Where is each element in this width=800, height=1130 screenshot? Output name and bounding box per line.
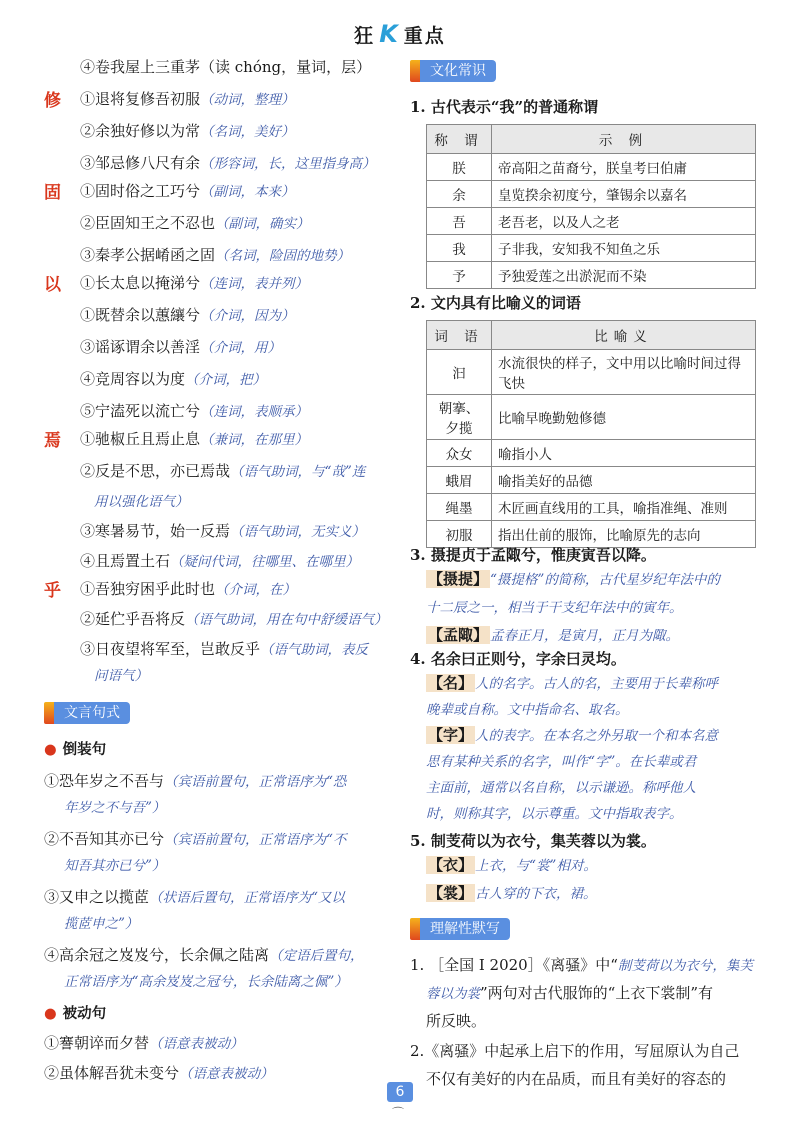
word-example: [80, 180, 295, 201]
question-4: 4. 名余曰正则兮，字余曰灵均。: [410, 650, 626, 668]
word-example: [80, 272, 308, 293]
recite-2-line: 2.《离骚》中起承上启下的作用，写屈原认为自己: [410, 1042, 740, 1060]
word-example-note: （兼词，在那里）: [200, 432, 309, 448]
inversion-line-note: 正常语序为“高余岌岌之冠兮，长余陆离之佩”）: [64, 974, 348, 990]
question-5: 5. 制芰荷以为衣兮，集芙蓉以为裳。: [410, 832, 656, 850]
word-example: [80, 120, 295, 141]
bird-icon: ⌒: [392, 1106, 405, 1120]
word-example-note: （连词，表顺承）: [200, 404, 309, 420]
word-example: [80, 212, 310, 233]
subhead-text: 被动句: [62, 1006, 107, 1022]
question-5-key: 【裳】: [428, 884, 474, 902]
question-3-note: 孟春正月，是寅月，正月为陬。: [490, 628, 680, 644]
table-term-cell: 余: [427, 181, 492, 208]
word-example-note: （连词，表并列）: [200, 276, 309, 292]
table-row: [427, 440, 756, 467]
word-example: [94, 664, 148, 684]
word-example: [94, 490, 189, 510]
question-4-note-line: [426, 672, 718, 693]
subhead-inversion: [44, 738, 106, 759]
section-stripe: [410, 918, 420, 940]
recite-text: 1. ［全国 Ⅰ 2020］《离骚》中“: [410, 956, 618, 974]
word-example: [80, 88, 295, 109]
table-term-cell: 汩: [427, 350, 492, 395]
word-example-text: ③邹忌修八尺有余: [80, 154, 201, 172]
word-example-text: ②余独好修以为常: [80, 122, 201, 140]
question-5-note-line: [426, 854, 597, 875]
page-number: 6: [387, 1082, 413, 1102]
recite-answer: 蓉以为裳: [426, 986, 480, 1002]
passive-line: [44, 1032, 244, 1053]
inversion-line: [64, 970, 348, 990]
inversion-line-note: 知吾其亦已兮”）: [64, 858, 166, 874]
intro-line: ④卷我屋上三重茅（读 chóng，量词，层）: [80, 58, 372, 76]
inversion-line-text: ②不吾知其亦已兮: [44, 830, 165, 848]
subhead-passive: [44, 1002, 106, 1023]
word-example: [80, 304, 295, 325]
table-term-cell: 众女: [427, 440, 492, 467]
table-desc-cell: 水流很快的样子，文中用以比喻时间过得飞快: [492, 350, 756, 395]
word-example: [80, 400, 308, 421]
table-term-cell: 我: [427, 235, 492, 262]
table-row: [427, 262, 756, 289]
table-desc-cell: 皇览揆余初度兮，肇锡余以嘉名: [492, 181, 756, 208]
header-post: 重点: [403, 25, 446, 47]
word-example: [80, 244, 350, 265]
word-example-note: （语气助词，用在句中舒缓语气）: [185, 612, 388, 628]
question-4-note-line: [426, 750, 696, 770]
inversion-line-note: 揽茝申之”）: [64, 916, 139, 932]
table-term-cell: 吾: [427, 208, 492, 235]
question-3-key: 【摄提】: [428, 570, 489, 588]
table-term-cell: 蛾眉: [427, 467, 492, 494]
word-example: [80, 578, 296, 599]
word-tag: 以: [44, 275, 61, 295]
question-3-note: “摄提格”的简称，古代星岁纪年法中的: [490, 572, 720, 588]
word-example-note: （疑问代词，往哪里、在哪里）: [170, 554, 360, 570]
question-5-note: 古人穿的下衣，裙。: [475, 886, 597, 902]
table-term-cell: 予: [427, 262, 492, 289]
passive-line-text: ①謇朝谇而夕替: [44, 1034, 150, 1052]
passive-line: [44, 1062, 274, 1083]
question-3: 3. 摄提贞于孟陬兮，惟庚寅吾以降。: [410, 546, 656, 564]
table-term-cell: 朝搴、夕揽: [427, 395, 492, 440]
word-example: [80, 368, 266, 389]
word-example-note: （介词，用）: [200, 340, 282, 356]
subhead-text: 倒装句: [62, 742, 107, 758]
table-desc-cell: 喻指小人: [492, 440, 756, 467]
word-example: [80, 550, 359, 571]
inversion-line-note: （定语后置句，: [269, 948, 364, 964]
table-term-cell: 朕: [427, 154, 492, 181]
question-2: 2. 文内具有比喻义的词语: [410, 294, 581, 312]
question-3-note-line: [426, 624, 679, 645]
inversion-line-text: ③又申之以揽茝: [44, 888, 150, 906]
passive-line-note: （语意表被动）: [179, 1066, 274, 1082]
table-row: [427, 154, 756, 181]
page-header: [0, 20, 800, 48]
bullet-dot: ●: [44, 742, 57, 758]
question-5-note-line: [426, 882, 597, 903]
question-3-note-line: [426, 596, 683, 616]
word-example-note: （副词，确实）: [215, 216, 310, 232]
question-4-note-line: [426, 698, 629, 718]
inversion-line-text: ①恐年岁之不吾与: [44, 772, 165, 790]
word-example-note: （介词，在）: [215, 582, 297, 598]
word-example-text: ③寒暑易节，始一反焉: [80, 522, 231, 540]
word-example-text: ①驰椒丘且焉止息: [80, 430, 201, 448]
question-4-note: 人的表字。在本名之外另取一个和本名意: [475, 728, 719, 744]
table-pronouns: [426, 124, 756, 289]
word-example-text: ④且焉置土石: [80, 552, 171, 570]
word-example-text: ④竞周容以为度: [80, 370, 186, 388]
question-4-note-line: [426, 776, 696, 796]
word-example: [80, 428, 308, 449]
inversion-line: [64, 912, 138, 932]
word-example-note: （语气助词，无实义）: [230, 524, 366, 540]
table-desc-cell: 帝高阳之苗裔兮，朕皇考曰伯庸: [492, 154, 756, 181]
inversion-line: [44, 886, 345, 907]
word-example-note: （语气助词，表反: [260, 642, 369, 658]
word-example-text: ③谣诼谓余以善淫: [80, 338, 201, 356]
word-example-text: ⑤宁溘死以流亡兮: [80, 402, 201, 420]
word-tag: 乎: [44, 581, 61, 601]
table-desc-cell: 子非我，安知我不知鱼之乐: [492, 235, 756, 262]
word-example-note: （介词，把）: [185, 372, 267, 388]
word-example-text: ①固时俗之工巧兮: [80, 182, 201, 200]
table-desc-cell: 老吾老，以及人之老: [492, 208, 756, 235]
table-row: [427, 208, 756, 235]
word-example: [80, 608, 388, 629]
word-example: [80, 460, 365, 481]
recite-1-line: [410, 954, 753, 975]
table-row: [427, 181, 756, 208]
question-5-key: 【衣】: [428, 856, 474, 874]
word-example-text: ①吾独穷困乎此时也: [80, 580, 216, 598]
section-stripe: [410, 60, 420, 82]
section-understanding: [410, 918, 510, 940]
passive-line-text: ②虽体解吾犹未变兮: [44, 1064, 180, 1082]
inversion-line-note: 年岁之不与吾”）: [64, 800, 166, 816]
inversion-line: [64, 854, 165, 874]
word-example: [80, 520, 365, 541]
table-row: [427, 467, 756, 494]
word-example-note: （语气助词，与“哉”连: [230, 464, 366, 480]
question-4-note: 思有某种关系的名字，叫作“字”。在长辈或君: [426, 754, 697, 770]
question-4-key: 【名】: [428, 674, 474, 692]
word-example: [80, 638, 368, 659]
question-4-note: 人的名字。古人的名，主要用于长辈称呼: [475, 676, 719, 692]
recite-2-line: 不仅有美好的内在品质，而且有美好的容态的: [426, 1070, 727, 1088]
table-row: [427, 350, 756, 395]
word-example-text: ①长太息以掩涕兮: [80, 274, 201, 292]
recite-text: ”两句对古代服饰的“上衣下裳制”有: [480, 984, 714, 1002]
table-desc-cell: 喻指美好的品德: [492, 467, 756, 494]
word-example: [80, 336, 281, 357]
header-pre: 狂: [354, 25, 376, 47]
section-culture: [410, 60, 496, 82]
question-4-note-line: [426, 724, 718, 745]
passive-line-note: （语意表被动）: [149, 1036, 244, 1052]
table-row: [427, 395, 756, 440]
section-label: 文言句式: [54, 702, 130, 724]
inversion-line: [64, 796, 165, 816]
section-label: 理解性默写: [420, 918, 510, 940]
table-desc-cell: 木匠画直线用的工具，喻指准绳、准则: [492, 494, 756, 521]
word-tag: 固: [44, 183, 61, 203]
question-5-note: 上衣，与“裳”相对。: [475, 858, 597, 874]
section-label: 文化常识: [420, 60, 496, 82]
word-example-note: （名词，美好）: [200, 124, 295, 140]
table-header-cell: 示 例: [492, 125, 756, 154]
word-example-note: （形容词，长，这里指身高）: [200, 156, 376, 172]
recite-answer: 制芰荷以为衣兮，集芙: [617, 958, 753, 974]
question-4-note: 晚辈或自称。文中指命名、取名。: [426, 702, 629, 718]
word-example-text: ③日夜望将军至，岂敢反乎: [80, 640, 261, 658]
word-example: [80, 152, 376, 173]
inversion-line: [44, 828, 346, 849]
word-example-text: ①既替余以蕙纕兮: [80, 306, 201, 324]
word-tag: 焉: [44, 431, 61, 451]
word-example-text: ③秦孝公据崤函之固: [80, 246, 216, 264]
table-header-cell: 词 语: [427, 321, 492, 350]
inversion-line-text: ④高余冠之岌岌兮，长余佩之陆离: [44, 946, 270, 964]
table-term-cell: 初服: [427, 521, 492, 548]
word-example-text: ②臣固知王之不忍也: [80, 214, 216, 232]
word-example-note: 用以强化语气）: [94, 494, 189, 510]
word-example-note: 问语气）: [94, 668, 148, 684]
inversion-line-note: （宾语前置句，正常语序为“恐: [164, 774, 347, 790]
bullet-dot: ●: [44, 1006, 57, 1022]
question-4-note: 主面前，通常以名自称，以示谦逊。称呼他人: [426, 780, 696, 796]
inversion-line-note: （状语后置句，正常语序为“又以: [149, 890, 345, 906]
table-row: [427, 235, 756, 262]
word-example-note: （副词，本来）: [200, 184, 295, 200]
question-4-key: 【字】: [428, 726, 474, 744]
table-header-row: [427, 321, 756, 350]
section-wenyan-jushi: [44, 702, 130, 724]
header-k-logo: K: [379, 20, 400, 48]
inversion-line: [44, 770, 346, 791]
table-term-cell: 绳墨: [427, 494, 492, 521]
word-example-note: （介词，因为）: [200, 308, 295, 324]
question-3-note: 十二辰之一，相当于干支纪年法中的寅年。: [426, 600, 683, 616]
table-header-row: [427, 125, 756, 154]
table-header-cell: 比喻义: [492, 321, 756, 350]
table-metaphors: [426, 320, 756, 548]
table-desc-cell: 比喻早晚勤勉修德: [492, 395, 756, 440]
recite-1-line: [426, 1010, 486, 1031]
table-desc-cell: 予独爱莲之出淤泥而不染: [492, 262, 756, 289]
section-stripe: [44, 702, 54, 724]
word-example-note: （名词，险固的地势）: [215, 248, 351, 264]
word-tag: 修: [44, 91, 61, 111]
question-1: 1. 古代表示“我”的普通称谓: [410, 98, 599, 116]
word-example-text: ②延伫乎吾将反: [80, 610, 186, 628]
recite-text: 所反映。: [426, 1012, 487, 1030]
word-example-text: ②反是不思，亦已焉哉: [80, 462, 231, 480]
word-example-note: （动词，整理）: [200, 92, 295, 108]
inversion-line: [44, 944, 364, 965]
word-example-text: ①退将复修吾初服: [80, 90, 201, 108]
question-3-note-line: [426, 568, 720, 589]
recite-1-line: [426, 982, 713, 1003]
inversion-line-note: （宾语前置句，正常语序为“不: [164, 832, 347, 848]
question-4-note-line: [426, 802, 683, 822]
table-row: [427, 494, 756, 521]
table-header-cell: 称 谓: [427, 125, 492, 154]
table-desc-cell: 指出仕前的服饰，比喻原先的志向: [492, 521, 756, 548]
question-3-key: 【孟陬】: [428, 626, 489, 644]
question-4-note: 时，则称其字，以示尊重。文中指取表字。: [426, 806, 683, 822]
